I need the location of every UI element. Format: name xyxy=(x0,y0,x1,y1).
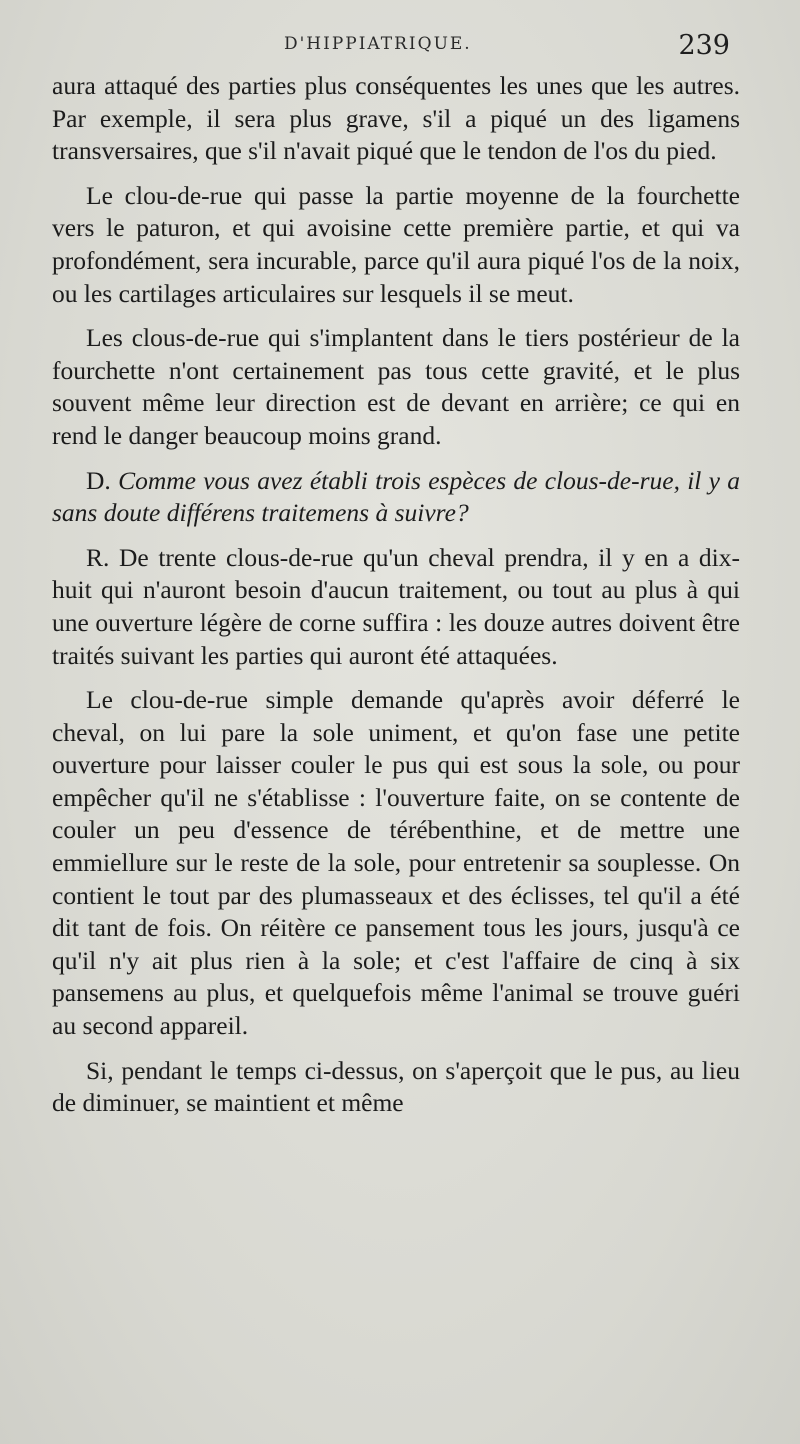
question-text: Comme vous avez établi trois espèces de clous-de-rue, il y a sans doute différens traitemens à suivre? xyxy=(52,465,740,528)
question-paragraph xyxy=(52,465,740,530)
paragraph: Le clou-de-rue simple demande qu'après avoir déferré le cheval, on lui pare la sole uniment, et qu'on fase une petite ouverture pour laisser couler le pus qui est sous la sole, ou pour empêcher qu'il ne s'établisse : l'ouverture faite, on se contente de couler un peu d'essence de térébenthine, et de mettre une emmiellure sur le reste de la sole, pour entretenir sa souplesse. On contient le tout par des plumasseaux et des éclisses, tel qu'il a été dit tant de fois. On réitère ce pansement tous les jours, jusqu'à ce qu'il n'y ait plus rien à la sole; et c'est l'affaire de cinq à six pansemens au plus, et quelquefois même l'animal se trouve guéri au second appareil. xyxy=(52,685,740,1041)
paragraph: Les clous-de-rue qui s'implantent dans le tiers postérieur de la fourchette n'ont certainement pas tous cette gravité, et le plus souvent même leur direction est de devant en arrière; ce qui en rend le danger beaucoup moins grand. xyxy=(52,323,740,450)
paragraph-continuation: aura attaqué des parties plus conséquentes les unes que les autres. Par exemple, il sera plus grave, s'il a piqué un des ligamens transversaires, que s'il n'avait piqué que le tendon de l'os du pied. xyxy=(52,71,740,166)
page-number: 239 xyxy=(678,30,730,61)
body-text xyxy=(52,70,740,1132)
running-title: D'HIPPIATRIQUE. xyxy=(284,34,472,54)
running-header xyxy=(0,30,800,64)
paragraph: Le clou-de-rue qui passe la partie moyenne de la fourchette vers le paturon, et qui avoisine cette première partie, et qui va profondément, sera incurable, parce qu'il aura piqué l'os de la noix, ou les cartilages articulaires sur lesquels il se meut. xyxy=(52,180,740,308)
question-marker: D. xyxy=(86,465,111,495)
paragraph-truncated: Si, pendant le temps ci-dessus, on s'aperçoit que le pus, au lieu de diminuer, se maintient et même xyxy=(52,1055,740,1118)
page-bottom-margin xyxy=(0,1344,800,1444)
answer-paragraph: R. De trente clous-de-rue qu'un cheval prendra, il y en a dix-huit qui n'auront besoin d'aucun traitement, ou tout au plus à qui une ouverture légère de corne suffira : les douze autres doivent être traités suivant les parties qui auront été attaquées. xyxy=(52,542,740,670)
